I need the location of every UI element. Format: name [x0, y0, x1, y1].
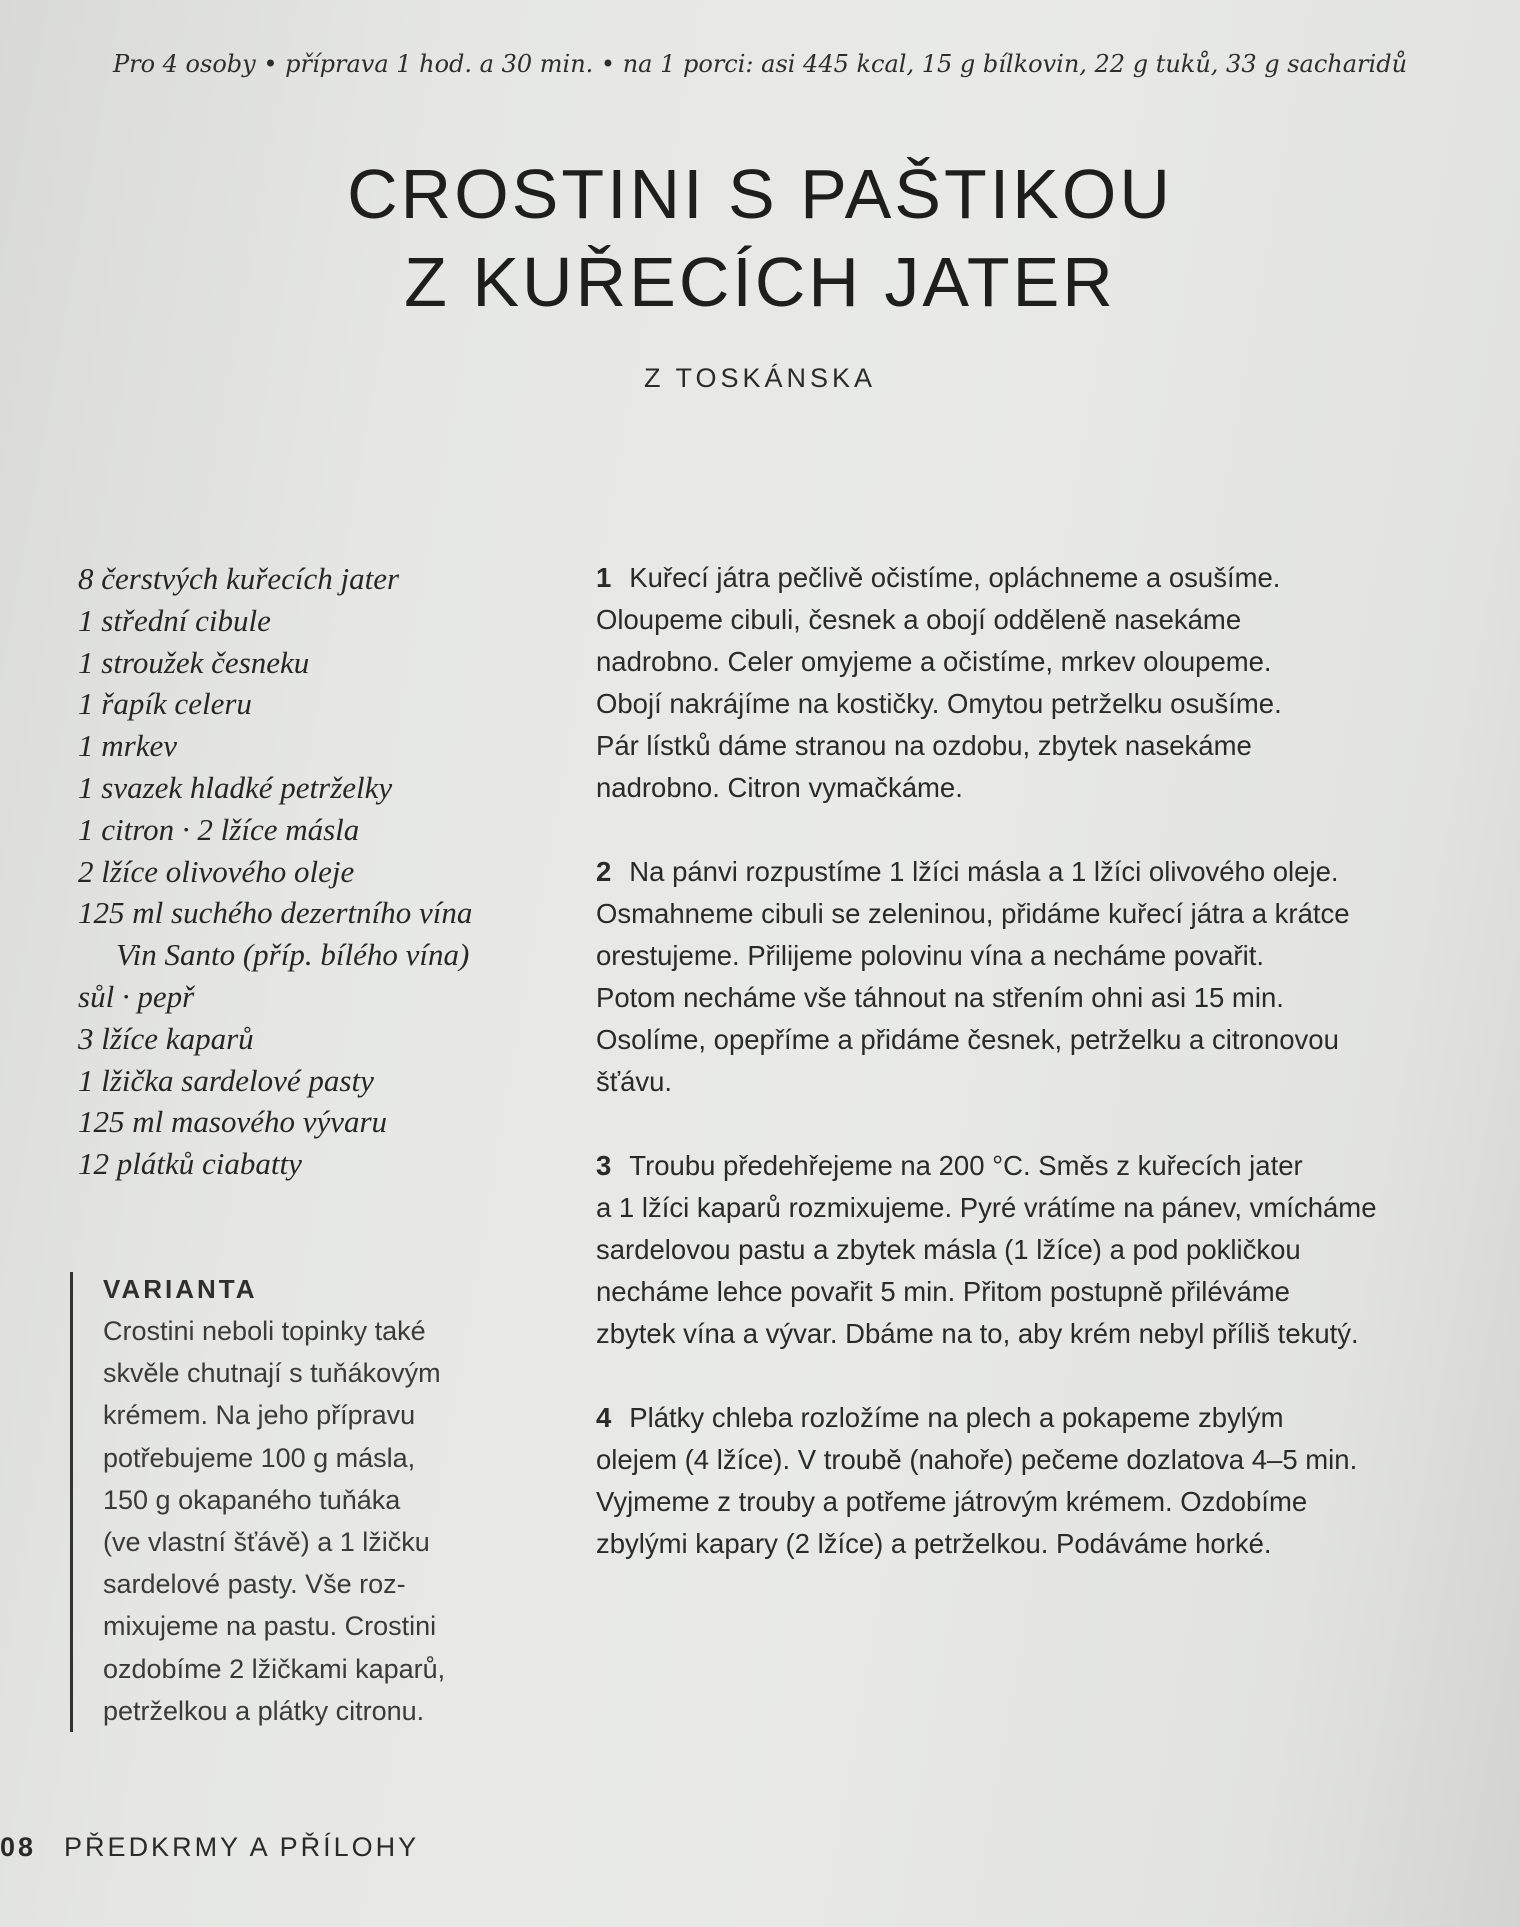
- ingredient-item: 125 ml masového vývaru: [78, 1104, 388, 1140]
- step-line: Kuřecí játra pečlivě očistíme, opláchneme a osušíme.: [629, 562, 1281, 593]
- step-line: zbylými kapary (2 lžíce) a petrželkou. Podáváme horké.: [596, 1528, 1272, 1559]
- step-number: 3: [596, 1150, 612, 1181]
- step-line: a 1 lžíci kaparů rozmixujeme. Pyré vrátíme na pánev, vmícháme: [596, 1192, 1377, 1223]
- step-line: Na pánvi rozpustíme 1 lžíci másla a 1 lžíci olivového oleje.: [629, 856, 1339, 887]
- ingredient-item: 125 ml suchého dezertního vína: [78, 895, 473, 931]
- step-line: Troubu předehřejeme na 200 °C. Směs z kuřecích jater: [629, 1150, 1303, 1181]
- recipe-title: [0, 150, 1520, 326]
- step-line: zbytek vína a vývar. Dbáme na to, aby krém nebyl příliš tekutý.: [596, 1318, 1359, 1349]
- ingredient-item: 2 lžíce olivového oleje: [78, 853, 355, 889]
- method-step-1: [596, 557, 1476, 809]
- variant-line: sardelové pasty. Vše roz-: [103, 1569, 406, 1600]
- recipe-subtitle: Z TOSKÁNSKA: [643, 363, 877, 393]
- method-step-3: [596, 1145, 1476, 1355]
- ingredient-item: 1 mrkev: [78, 728, 177, 764]
- step-line: šťávu.: [596, 1066, 673, 1097]
- ingredient-item: 1 citron · 2 lžíce másla: [78, 811, 360, 847]
- ingredient-item-continuation: Vin Santo (příp. bílého vína): [116, 937, 470, 973]
- ingredient-item: 8 čerstvých kuřecích jater: [78, 561, 400, 596]
- variant-line: 150 g okapaného tuňáka: [103, 1484, 401, 1515]
- variant-line: (ve vlastní šťávě) a 1 lžičku: [103, 1527, 430, 1558]
- ingredients-list: [78, 558, 558, 1185]
- step-line: Potom necháme vše táhnout na střením ohni asi 15 min.: [596, 982, 1284, 1013]
- ingredient-item: 12 plátků ciabatty: [78, 1146, 302, 1182]
- variant-line: ozdobíme 2 lžičkami kaparů,: [103, 1653, 446, 1684]
- ingredient-item: 1 lžička sardelové pasty: [78, 1062, 374, 1098]
- ingredient-item: 1 řapík celeru: [78, 686, 252, 722]
- page-footer: [0, 1832, 419, 1863]
- variant-line: potřebujeme 100 g másla,: [103, 1442, 416, 1473]
- variant-line: Crostini neboli topinky také: [103, 1316, 426, 1346]
- ingredient-item: 1 stroužek česneku: [78, 644, 310, 680]
- variant-heading: VARIANTA: [103, 1274, 258, 1304]
- step-line: nadrobno. Celer omyjeme a očistíme, mrkev oloupeme.: [596, 646, 1272, 677]
- variant-box: [70, 1272, 533, 1732]
- step-line: Osmahneme cibuli se zeleninou, přidáme kuřecí játra a krátce: [596, 898, 1350, 929]
- step-line: Plátky chleba rozložíme na plech a pokapeme zbylým: [629, 1402, 1284, 1433]
- step-line: olejem (4 lžíce). V troubě (nahoře) pečeme dozlatova 4–5 min.: [596, 1444, 1358, 1475]
- ingredient-item: 1 střední cibule: [78, 602, 271, 638]
- recipe-meta-info: Pro 4 osoby • příprava 1 hod. a 30 min. • na 1 porci: asi 445 kcal, 15 g bílkovin, 22 g tuků, 33 g sacharidů: [112, 50, 1408, 78]
- step-line: Osolíme, opepříme a přidáme česnek, petrželku a citronovou: [596, 1024, 1339, 1055]
- recipe-title-line-1: CROSTINI S PAŠTIKOU: [347, 155, 1173, 233]
- step-line: Obojí nakrájíme na kostičky. Omytou petrželku osušíme.: [596, 688, 1282, 719]
- variant-line: petrželkou a plátky citronu.: [103, 1695, 425, 1726]
- step-number: 4: [596, 1402, 612, 1433]
- variant-text: [103, 1310, 533, 1732]
- step-number: 1: [596, 562, 612, 593]
- method-step-4: [596, 1397, 1476, 1565]
- step-number: 2: [596, 856, 612, 887]
- step-line: Pár lístků dáme stranou na ozdobu, zbytek nasekáme: [596, 730, 1252, 761]
- ingredient-item: 3 lžíce kaparů: [78, 1020, 254, 1056]
- section-title: PŘEDKRMY A PŘÍLOHY: [64, 1832, 420, 1862]
- recipe-title-line-2: Z KUŘECÍCH JATER: [404, 243, 1116, 321]
- method-steps: [596, 557, 1476, 1607]
- page-number: 08: [0, 1832, 37, 1862]
- ingredient-item: 1 svazek hladké petrželky: [78, 769, 393, 805]
- method-step-2: [596, 851, 1476, 1103]
- step-line: Vyjmeme z trouby a potřeme játrovým krémem. Ozdobíme: [596, 1486, 1308, 1517]
- variant-line: mixujeme na pastu. Crostini: [103, 1611, 437, 1642]
- variant-line: krémem. Na jeho přípravu: [103, 1400, 416, 1431]
- step-line: necháme lehce povařit 5 min. Přitom postupně přiléváme: [596, 1276, 1290, 1307]
- step-line: sardelovou pastu a zbytek másla (1 lžíce) a pod pokličkou: [596, 1234, 1301, 1265]
- ingredient-item: sůl · pepř: [78, 978, 195, 1014]
- step-line: nadrobno. Citron vymačkáme.: [596, 772, 963, 803]
- variant-line: skvěle chutnají s tuňákovým: [103, 1358, 441, 1389]
- step-line: orestujeme. Přilijeme polovinu vína a necháme povařit.: [596, 940, 1264, 971]
- step-line: Oloupeme cibuli, česnek a obojí odděleně nasekáme: [596, 604, 1242, 635]
